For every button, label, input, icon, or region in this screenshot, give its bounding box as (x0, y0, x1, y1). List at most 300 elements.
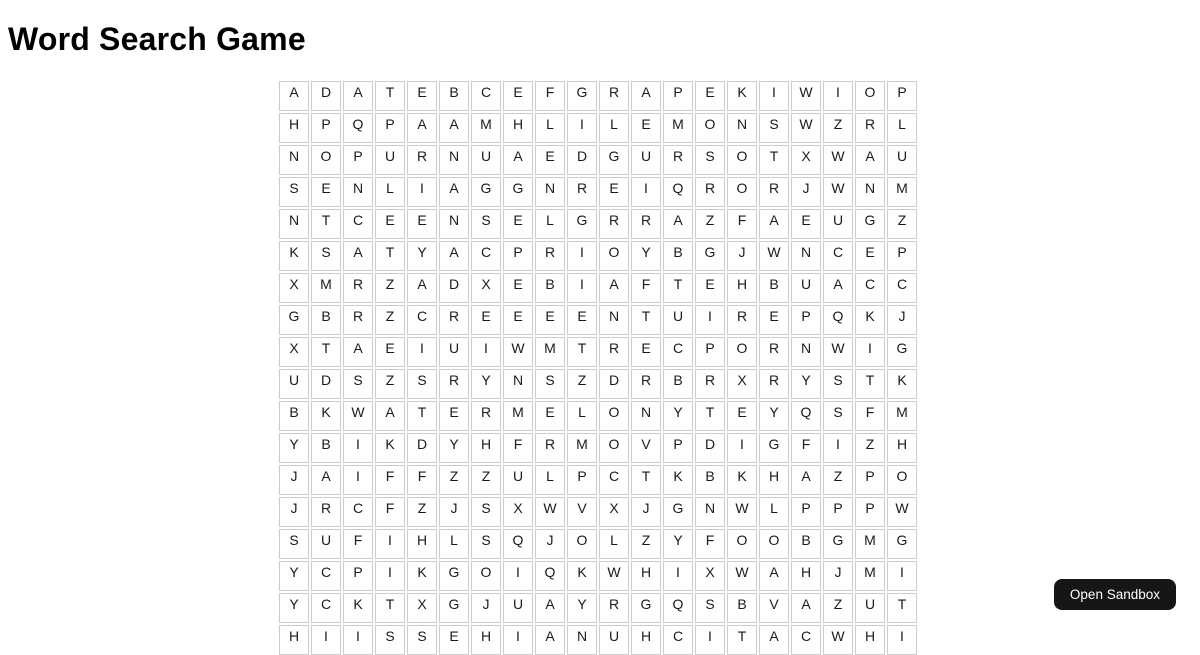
grid-cell[interactable]: Y (663, 401, 693, 431)
grid-cell[interactable]: N (791, 241, 821, 271)
grid-cell[interactable]: K (567, 561, 597, 591)
grid-cell[interactable]: Z (887, 209, 917, 239)
grid-cell[interactable]: A (311, 465, 341, 495)
grid-cell[interactable]: V (759, 593, 789, 623)
grid-cell[interactable]: N (567, 625, 597, 655)
grid-cell[interactable]: P (695, 337, 725, 367)
grid-cell[interactable]: F (727, 209, 757, 239)
grid-cell[interactable]: L (759, 497, 789, 527)
grid-cell[interactable]: M (567, 433, 597, 463)
grid-cell[interactable]: H (631, 625, 661, 655)
grid-cell[interactable]: D (439, 273, 469, 303)
grid-cell[interactable]: B (663, 369, 693, 399)
grid-cell[interactable]: E (439, 401, 469, 431)
grid-cell[interactable]: N (343, 177, 373, 207)
open-sandbox-button[interactable]: Open Sandbox (1054, 579, 1176, 610)
grid-cell[interactable]: C (663, 337, 693, 367)
grid-cell[interactable]: F (503, 433, 533, 463)
grid-cell[interactable]: C (599, 465, 629, 495)
grid-cell[interactable]: H (471, 433, 501, 463)
grid-cell[interactable]: D (695, 433, 725, 463)
grid-cell[interactable]: W (823, 625, 853, 655)
grid-cell[interactable]: F (631, 273, 661, 303)
grid-cell[interactable]: E (375, 209, 405, 239)
grid-cell[interactable]: E (503, 305, 533, 335)
grid-cell[interactable]: U (599, 625, 629, 655)
grid-cell[interactable]: L (599, 529, 629, 559)
grid-cell[interactable]: F (535, 81, 565, 111)
grid-cell[interactable]: A (439, 177, 469, 207)
grid-cell[interactable]: Y (439, 433, 469, 463)
grid-cell[interactable]: H (887, 433, 917, 463)
grid-cell[interactable]: G (759, 433, 789, 463)
grid-cell[interactable]: Z (823, 593, 853, 623)
grid-cell[interactable]: A (375, 401, 405, 431)
grid-cell[interactable]: Q (823, 305, 853, 335)
grid-cell[interactable]: I (503, 561, 533, 591)
grid-cell[interactable]: C (471, 81, 501, 111)
grid-cell[interactable]: D (599, 369, 629, 399)
grid-cell[interactable]: W (791, 81, 821, 111)
grid-cell[interactable]: X (279, 337, 309, 367)
grid-cell[interactable]: I (343, 625, 373, 655)
grid-cell[interactable]: O (727, 145, 757, 175)
grid-cell[interactable]: O (887, 465, 917, 495)
grid-cell[interactable]: Z (567, 369, 597, 399)
grid-cell[interactable]: B (311, 433, 341, 463)
grid-cell[interactable]: I (855, 337, 885, 367)
grid-cell[interactable]: S (407, 369, 437, 399)
grid-cell[interactable]: F (791, 433, 821, 463)
grid-cell[interactable]: E (503, 209, 533, 239)
grid-cell[interactable]: J (439, 497, 469, 527)
grid-cell[interactable]: A (663, 209, 693, 239)
grid-cell[interactable]: E (855, 241, 885, 271)
grid-cell[interactable]: Y (631, 241, 661, 271)
grid-cell[interactable]: H (791, 561, 821, 591)
grid-cell[interactable]: J (471, 593, 501, 623)
grid-cell[interactable]: Z (695, 209, 725, 239)
grid-cell[interactable]: E (311, 177, 341, 207)
grid-cell[interactable]: R (599, 81, 629, 111)
grid-cell[interactable]: F (407, 465, 437, 495)
grid-cell[interactable]: J (279, 497, 309, 527)
grid-cell[interactable]: Z (375, 369, 405, 399)
grid-cell[interactable]: Z (375, 305, 405, 335)
grid-cell[interactable]: T (631, 465, 661, 495)
grid-cell[interactable]: E (503, 81, 533, 111)
grid-cell[interactable]: P (503, 241, 533, 271)
grid-cell[interactable]: U (503, 593, 533, 623)
grid-cell[interactable]: I (567, 241, 597, 271)
grid-cell[interactable]: R (439, 369, 469, 399)
grid-cell[interactable]: D (567, 145, 597, 175)
grid-cell[interactable]: I (567, 113, 597, 143)
grid-cell[interactable]: X (503, 497, 533, 527)
grid-cell[interactable]: X (599, 497, 629, 527)
grid-cell[interactable]: G (471, 177, 501, 207)
grid-cell[interactable]: P (855, 465, 885, 495)
grid-cell[interactable]: Y (279, 593, 309, 623)
grid-cell[interactable]: O (759, 529, 789, 559)
grid-cell[interactable]: A (279, 81, 309, 111)
grid-cell[interactable]: G (503, 177, 533, 207)
grid-cell[interactable]: T (663, 273, 693, 303)
grid-cell[interactable]: M (471, 113, 501, 143)
grid-cell[interactable]: M (311, 273, 341, 303)
grid-cell[interactable]: Z (823, 113, 853, 143)
grid-cell[interactable]: A (791, 465, 821, 495)
grid-cell[interactable]: R (311, 497, 341, 527)
grid-cell[interactable]: M (887, 401, 917, 431)
grid-cell[interactable]: G (663, 497, 693, 527)
grid-cell[interactable]: J (279, 465, 309, 495)
grid-cell[interactable]: G (279, 305, 309, 335)
grid-cell[interactable]: B (695, 465, 725, 495)
grid-cell[interactable]: M (503, 401, 533, 431)
grid-cell[interactable]: M (855, 529, 885, 559)
grid-cell[interactable]: C (471, 241, 501, 271)
grid-cell[interactable]: G (887, 337, 917, 367)
grid-cell[interactable]: G (887, 529, 917, 559)
grid-cell[interactable]: K (279, 241, 309, 271)
grid-cell[interactable]: X (791, 145, 821, 175)
grid-cell[interactable]: Y (567, 593, 597, 623)
grid-cell[interactable]: M (535, 337, 565, 367)
grid-cell[interactable]: G (567, 81, 597, 111)
grid-cell[interactable]: A (407, 113, 437, 143)
grid-cell[interactable]: R (407, 145, 437, 175)
grid-cell[interactable]: Z (471, 465, 501, 495)
grid-cell[interactable]: E (535, 305, 565, 335)
grid-cell[interactable]: R (567, 177, 597, 207)
grid-cell[interactable]: A (343, 241, 373, 271)
grid-cell[interactable]: X (695, 561, 725, 591)
grid-cell[interactable]: R (599, 337, 629, 367)
grid-cell[interactable]: U (631, 145, 661, 175)
grid-cell[interactable]: Z (855, 433, 885, 463)
grid-cell[interactable]: W (727, 561, 757, 591)
grid-cell[interactable]: G (695, 241, 725, 271)
grid-cell[interactable]: K (727, 465, 757, 495)
grid-cell[interactable]: A (759, 561, 789, 591)
grid-cell[interactable]: K (887, 369, 917, 399)
grid-cell[interactable]: W (823, 177, 853, 207)
grid-cell[interactable]: N (727, 113, 757, 143)
grid-cell[interactable]: U (791, 273, 821, 303)
grid-cell[interactable]: I (727, 433, 757, 463)
grid-cell[interactable]: C (407, 305, 437, 335)
grid-cell[interactable]: I (823, 433, 853, 463)
grid-cell[interactable]: S (471, 529, 501, 559)
grid-cell[interactable]: E (471, 305, 501, 335)
grid-cell[interactable]: H (631, 561, 661, 591)
grid-cell[interactable]: E (535, 145, 565, 175)
grid-cell[interactable]: G (599, 145, 629, 175)
grid-cell[interactable]: G (631, 593, 661, 623)
grid-cell[interactable]: H (727, 273, 757, 303)
grid-cell[interactable]: L (599, 113, 629, 143)
grid-cell[interactable]: T (375, 81, 405, 111)
grid-cell[interactable]: T (695, 401, 725, 431)
grid-cell[interactable]: R (599, 209, 629, 239)
grid-cell[interactable]: E (407, 209, 437, 239)
grid-cell[interactable]: C (791, 625, 821, 655)
grid-cell[interactable]: T (375, 241, 405, 271)
grid-cell[interactable]: A (631, 81, 661, 111)
grid-cell[interactable]: I (471, 337, 501, 367)
grid-cell[interactable]: A (535, 593, 565, 623)
grid-cell[interactable]: K (375, 433, 405, 463)
grid-cell[interactable]: U (855, 593, 885, 623)
grid-cell[interactable]: L (535, 113, 565, 143)
grid-cell[interactable]: Q (791, 401, 821, 431)
grid-cell[interactable]: W (503, 337, 533, 367)
grid-cell[interactable]: A (503, 145, 533, 175)
grid-cell[interactable]: P (567, 465, 597, 495)
grid-cell[interactable]: A (855, 145, 885, 175)
grid-cell[interactable]: A (823, 273, 853, 303)
grid-cell[interactable]: B (791, 529, 821, 559)
grid-cell[interactable]: O (727, 529, 757, 559)
grid-cell[interactable]: J (887, 305, 917, 335)
grid-cell[interactable]: W (791, 113, 821, 143)
grid-cell[interactable]: R (343, 273, 373, 303)
grid-cell[interactable]: C (343, 209, 373, 239)
grid-cell[interactable]: R (759, 337, 789, 367)
grid-cell[interactable]: I (503, 625, 533, 655)
grid-cell[interactable]: D (311, 81, 341, 111)
grid-cell[interactable]: N (503, 369, 533, 399)
grid-cell[interactable]: I (887, 625, 917, 655)
grid-cell[interactable]: J (631, 497, 661, 527)
grid-cell[interactable]: L (535, 465, 565, 495)
grid-cell[interactable]: F (375, 497, 405, 527)
grid-cell[interactable]: R (631, 369, 661, 399)
grid-cell[interactable]: R (599, 593, 629, 623)
grid-cell[interactable]: I (407, 177, 437, 207)
grid-cell[interactable]: T (567, 337, 597, 367)
grid-cell[interactable]: D (407, 433, 437, 463)
grid-cell[interactable]: T (855, 369, 885, 399)
grid-cell[interactable]: E (439, 625, 469, 655)
grid-cell[interactable]: W (343, 401, 373, 431)
grid-cell[interactable]: H (759, 465, 789, 495)
grid-cell[interactable]: O (471, 561, 501, 591)
grid-cell[interactable]: H (503, 113, 533, 143)
grid-cell[interactable]: X (471, 273, 501, 303)
grid-cell[interactable]: K (663, 465, 693, 495)
grid-cell[interactable]: O (695, 113, 725, 143)
grid-cell[interactable]: A (599, 273, 629, 303)
grid-cell[interactable]: C (887, 273, 917, 303)
grid-cell[interactable]: U (439, 337, 469, 367)
grid-cell[interactable]: N (599, 305, 629, 335)
grid-cell[interactable]: O (727, 337, 757, 367)
grid-cell[interactable]: R (663, 145, 693, 175)
grid-cell[interactable]: T (759, 145, 789, 175)
grid-cell[interactable]: E (727, 401, 757, 431)
grid-cell[interactable]: Q (503, 529, 533, 559)
grid-cell[interactable]: U (887, 145, 917, 175)
grid-cell[interactable]: D (311, 369, 341, 399)
grid-cell[interactable]: I (695, 305, 725, 335)
grid-cell[interactable]: M (855, 561, 885, 591)
grid-cell[interactable]: W (599, 561, 629, 591)
grid-cell[interactable]: I (663, 561, 693, 591)
grid-cell[interactable]: F (695, 529, 725, 559)
grid-cell[interactable]: N (695, 497, 725, 527)
grid-cell[interactable]: K (407, 561, 437, 591)
grid-cell[interactable]: A (407, 273, 437, 303)
grid-cell[interactable]: E (535, 401, 565, 431)
grid-cell[interactable]: W (727, 497, 757, 527)
grid-cell[interactable]: C (343, 497, 373, 527)
grid-cell[interactable]: S (695, 145, 725, 175)
grid-cell[interactable]: R (631, 209, 661, 239)
grid-cell[interactable]: H (855, 625, 885, 655)
grid-cell[interactable]: U (663, 305, 693, 335)
grid-cell[interactable]: E (503, 273, 533, 303)
grid-cell[interactable]: S (823, 369, 853, 399)
grid-cell[interactable]: V (567, 497, 597, 527)
grid-cell[interactable]: G (439, 593, 469, 623)
grid-cell[interactable]: B (727, 593, 757, 623)
grid-cell[interactable]: U (311, 529, 341, 559)
grid-cell[interactable]: Y (663, 529, 693, 559)
grid-cell[interactable]: I (343, 465, 373, 495)
grid-cell[interactable]: F (343, 529, 373, 559)
grid-cell[interactable]: O (599, 241, 629, 271)
grid-cell[interactable]: Q (663, 593, 693, 623)
grid-cell[interactable]: P (663, 433, 693, 463)
grid-cell[interactable]: S (279, 529, 309, 559)
grid-cell[interactable]: T (887, 593, 917, 623)
grid-cell[interactable]: G (439, 561, 469, 591)
grid-cell[interactable]: M (887, 177, 917, 207)
grid-cell[interactable]: S (759, 113, 789, 143)
grid-cell[interactable]: N (855, 177, 885, 207)
grid-cell[interactable]: C (311, 593, 341, 623)
grid-cell[interactable]: Y (279, 433, 309, 463)
grid-cell[interactable]: K (727, 81, 757, 111)
grid-cell[interactable]: T (407, 401, 437, 431)
grid-cell[interactable]: S (471, 497, 501, 527)
grid-cell[interactable]: N (535, 177, 565, 207)
grid-cell[interactable]: N (439, 209, 469, 239)
grid-cell[interactable]: C (311, 561, 341, 591)
grid-cell[interactable]: R (439, 305, 469, 335)
grid-cell[interactable]: S (823, 401, 853, 431)
grid-cell[interactable]: Z (407, 497, 437, 527)
grid-cell[interactable]: I (375, 529, 405, 559)
grid-cell[interactable]: F (375, 465, 405, 495)
grid-cell[interactable]: W (823, 145, 853, 175)
grid-cell[interactable]: O (855, 81, 885, 111)
grid-cell[interactable]: K (311, 401, 341, 431)
grid-cell[interactable]: C (823, 241, 853, 271)
grid-cell[interactable]: S (343, 369, 373, 399)
grid-cell[interactable]: R (759, 369, 789, 399)
grid-cell[interactable]: E (759, 305, 789, 335)
grid-cell[interactable]: Q (343, 113, 373, 143)
grid-cell[interactable]: S (695, 593, 725, 623)
grid-cell[interactable]: F (855, 401, 885, 431)
grid-cell[interactable]: B (311, 305, 341, 335)
grid-cell[interactable]: K (855, 305, 885, 335)
grid-cell[interactable]: S (279, 177, 309, 207)
grid-cell[interactable]: R (535, 241, 565, 271)
grid-cell[interactable]: T (727, 625, 757, 655)
grid-cell[interactable]: A (439, 241, 469, 271)
grid-cell[interactable]: H (407, 529, 437, 559)
grid-cell[interactable]: P (887, 81, 917, 111)
grid-cell[interactable]: E (631, 113, 661, 143)
grid-cell[interactable]: P (791, 497, 821, 527)
grid-cell[interactable]: L (567, 401, 597, 431)
grid-cell[interactable]: B (759, 273, 789, 303)
grid-cell[interactable]: N (279, 145, 309, 175)
grid-cell[interactable]: S (471, 209, 501, 239)
grid-cell[interactable]: U (375, 145, 405, 175)
grid-cell[interactable]: R (343, 305, 373, 335)
grid-cell[interactable]: J (535, 529, 565, 559)
grid-cell[interactable]: L (887, 113, 917, 143)
grid-cell[interactable]: I (567, 273, 597, 303)
grid-cell[interactable]: S (311, 241, 341, 271)
grid-cell[interactable]: P (311, 113, 341, 143)
grid-cell[interactable]: E (791, 209, 821, 239)
grid-cell[interactable]: L (535, 209, 565, 239)
grid-cell[interactable]: Z (439, 465, 469, 495)
grid-cell[interactable]: K (343, 593, 373, 623)
grid-cell[interactable]: U (823, 209, 853, 239)
grid-cell[interactable]: T (311, 209, 341, 239)
grid-cell[interactable]: B (279, 401, 309, 431)
grid-cell[interactable]: C (663, 625, 693, 655)
grid-cell[interactable]: G (823, 529, 853, 559)
grid-cell[interactable]: J (791, 177, 821, 207)
grid-cell[interactable]: R (471, 401, 501, 431)
grid-cell[interactable]: I (407, 337, 437, 367)
grid-cell[interactable]: L (439, 529, 469, 559)
grid-cell[interactable]: U (471, 145, 501, 175)
grid-cell[interactable]: I (375, 561, 405, 591)
grid-cell[interactable]: N (279, 209, 309, 239)
grid-cell[interactable]: E (695, 273, 725, 303)
grid-cell[interactable]: W (887, 497, 917, 527)
grid-cell[interactable]: P (887, 241, 917, 271)
grid-cell[interactable]: E (375, 337, 405, 367)
grid-cell[interactable]: I (887, 561, 917, 591)
grid-cell[interactable]: A (343, 337, 373, 367)
grid-cell[interactable]: Z (375, 273, 405, 303)
grid-cell[interactable]: A (791, 593, 821, 623)
grid-cell[interactable]: B (439, 81, 469, 111)
grid-cell[interactable]: W (823, 337, 853, 367)
grid-cell[interactable]: V (631, 433, 661, 463)
grid-cell[interactable]: G (567, 209, 597, 239)
grid-cell[interactable]: T (375, 593, 405, 623)
grid-cell[interactable]: Y (407, 241, 437, 271)
grid-cell[interactable]: M (663, 113, 693, 143)
grid-cell[interactable]: B (663, 241, 693, 271)
grid-cell[interactable]: N (439, 145, 469, 175)
grid-cell[interactable]: Z (823, 465, 853, 495)
grid-cell[interactable]: E (407, 81, 437, 111)
grid-cell[interactable]: I (311, 625, 341, 655)
grid-cell[interactable]: P (791, 305, 821, 335)
